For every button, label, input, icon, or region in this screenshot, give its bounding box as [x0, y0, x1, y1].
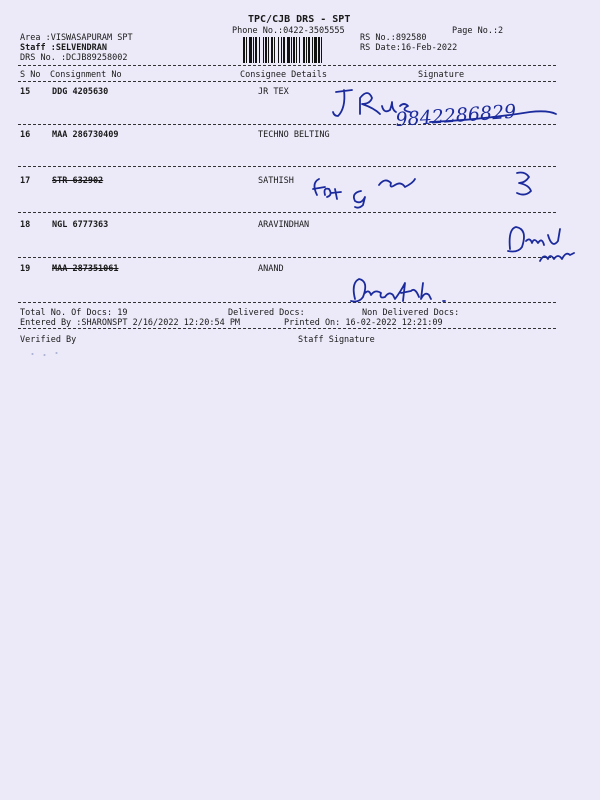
barcode-bar: [299, 37, 300, 63]
barcode-bar: [246, 37, 247, 63]
row-consignee: TECHNO BELTING: [258, 130, 330, 140]
column-consignment: Consignment No: [50, 70, 122, 80]
row-divider: [18, 302, 556, 303]
barcode-bar: [306, 37, 307, 63]
signature-row-17: [305, 165, 555, 209]
row-consignment: MAA 286730409: [52, 130, 119, 140]
barcode-bar: [263, 37, 264, 63]
row-consignee: JR TEX: [258, 87, 289, 97]
rs-date: RS Date:16-Feb-2022: [360, 43, 458, 53]
barcode-bar: [291, 37, 292, 63]
row-consignee: ANAND: [258, 264, 284, 274]
row-sno: 19: [20, 264, 31, 274]
barcode-bar: [296, 37, 297, 63]
total-docs: Total No. Of Docs: 19: [20, 308, 128, 318]
barcode-bar: [321, 37, 322, 63]
barcode-bar: [253, 37, 254, 63]
row-consignment: MAA 287351061: [52, 264, 119, 274]
barcode-bar: [303, 37, 305, 63]
row-consignment: NGL 6777363: [52, 220, 109, 230]
column-signature: Signature: [418, 70, 465, 80]
non-delivered-docs: Non Delivered Docs:: [362, 308, 460, 318]
barcode: [242, 37, 354, 63]
column-sno: S No: [20, 70, 41, 80]
document-title: TPC/CJB DRS - SPT: [248, 14, 351, 25]
header-rule-top: [18, 65, 556, 66]
barcode-bar: [271, 37, 273, 63]
row-consignment: STR 632902: [52, 176, 104, 186]
row-divider: [18, 257, 556, 258]
row-consignee: ARAVINDHAN: [258, 220, 310, 230]
staff-signature-label: Staff Signature: [298, 335, 375, 345]
footer-rule: [18, 328, 556, 329]
barcode-bar: [265, 37, 267, 63]
phone-number: Phone No.:0422-3505555: [232, 26, 345, 36]
barcode-bar: [243, 37, 245, 63]
staff-label: Staff :SELVENDRAN: [20, 43, 107, 53]
area-label: Area :VISWASAPURAM SPT: [20, 33, 133, 43]
signature-row-18: [500, 215, 590, 275]
barcode-bar: [312, 37, 313, 63]
row-divider: [18, 212, 556, 213]
barcode-bar: [255, 37, 257, 63]
row-sno: 16: [20, 130, 31, 140]
barcode-bar: [249, 37, 252, 63]
barcode-bar: [308, 37, 310, 63]
barcode-bar: [274, 37, 275, 63]
barcode-bar: [287, 37, 290, 63]
row-sno: 18: [20, 220, 31, 230]
delivered-docs: Delivered Docs:: [228, 308, 305, 318]
barcode-bar: [318, 37, 320, 63]
svg-text:9842286829: 9842286829: [394, 100, 517, 131]
rs-number: RS No.:892580: [360, 33, 427, 43]
barcode-bar: [293, 37, 295, 63]
signature-row-15: [330, 80, 560, 138]
drs-number: DRS No. :DCJB89258002: [20, 53, 128, 63]
row-consignee: SATHISH: [258, 176, 294, 186]
page-number: Page No.:2: [452, 26, 504, 36]
barcode-bar: [283, 37, 285, 63]
row-sno: 17: [20, 176, 31, 186]
entered-by: Entered By :SHARONSPT 2/16/2022 12:20:54 PM: [20, 318, 241, 328]
verified-by: Verified By: [20, 335, 77, 345]
row-consignment: DDG 4205630: [52, 87, 109, 97]
barcode-bar: [259, 37, 260, 63]
column-consignee: Consignee Details: [240, 70, 327, 80]
barcode-bar: [314, 37, 317, 63]
barcode-bar: [281, 37, 282, 63]
printed-on: Printed On: 16-02-2022 12:21:09: [284, 318, 443, 328]
row-sno: 15: [20, 87, 31, 97]
signature-row-19: [345, 275, 475, 309]
barcode-bar: [278, 37, 279, 63]
ink-specks: [30, 350, 70, 358]
barcode-bar: [268, 37, 269, 63]
